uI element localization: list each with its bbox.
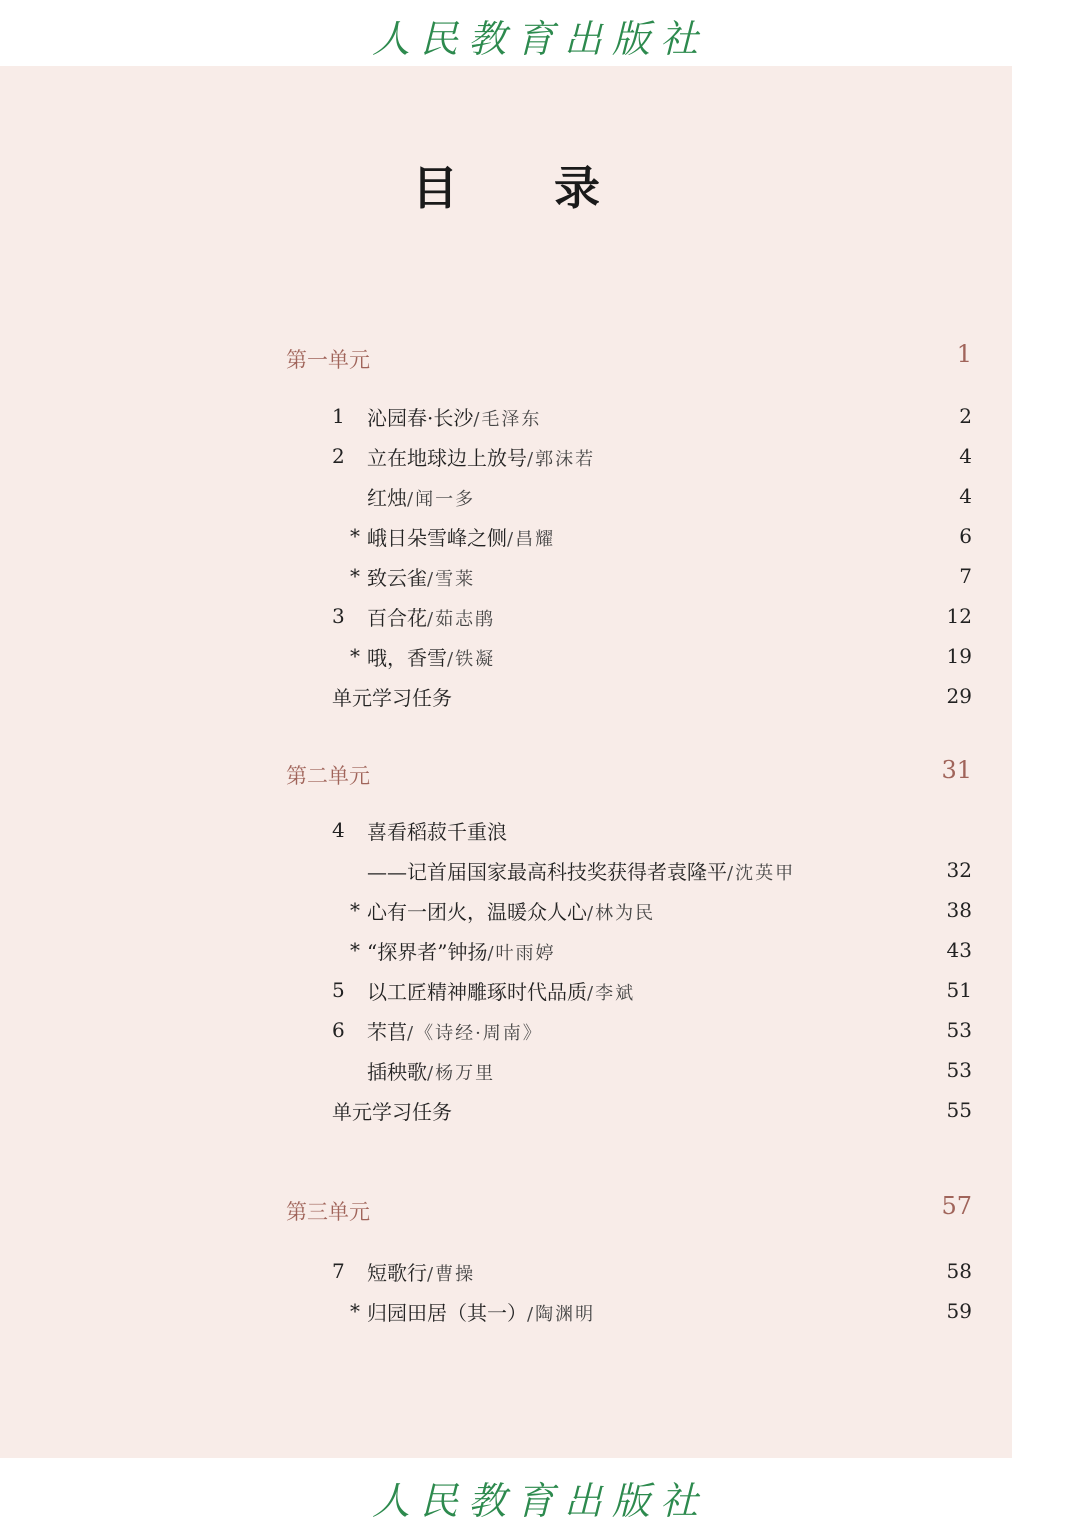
unit-label: 第一单元 <box>286 348 370 372</box>
toc-entry[interactable] <box>332 676 972 716</box>
entry-text <box>367 1297 595 1326</box>
page-title: 目 录 <box>411 161 640 215</box>
toc-entry[interactable] <box>332 596 972 636</box>
entry-title: ——记首届国家最高科技奖获得者袁隆平 <box>367 860 727 884</box>
entry-title: 短歌行 <box>367 1261 427 1285</box>
toc-entry[interactable] <box>332 1050 972 1090</box>
entry-title: 芣苢 <box>367 1020 407 1044</box>
publisher-logo-bottom: 人民教育出版社 <box>371 1479 708 1523</box>
self-study-mark: * <box>350 524 360 548</box>
unit-page-number: 1 <box>956 340 972 368</box>
unit-heading[interactable] <box>286 336 974 376</box>
entry-title: 单元学习任务 <box>332 686 452 710</box>
entry-author: /茹志鹃 <box>427 609 496 630</box>
toc-entry[interactable] <box>332 396 972 436</box>
entry-text <box>367 896 655 925</box>
entry-author: /昌耀 <box>507 529 556 550</box>
entry-page-number: 32 <box>946 858 972 882</box>
entry-title: 插秧歌 <box>367 1060 427 1084</box>
unit-label: 第三单元 <box>286 1200 370 1224</box>
entry-number: 2 <box>332 444 345 468</box>
entry-text <box>367 856 795 885</box>
entry-title: 立在地球边上放号 <box>367 446 527 470</box>
entry-title: 心有一团火，温暖众人心 <box>367 900 587 924</box>
entry-page-number: 59 <box>946 1299 972 1323</box>
entry-text <box>367 562 475 591</box>
entry-page-number: 29 <box>946 684 972 708</box>
entry-text <box>367 402 541 431</box>
entry-text <box>367 1016 543 1045</box>
entry-author: /雪莱 <box>427 569 476 590</box>
toc-entry[interactable] <box>332 516 972 556</box>
toc-entry[interactable] <box>332 930 972 970</box>
entry-author: /《诗经·周南》 <box>407 1023 543 1044</box>
entry-number: 1 <box>332 404 345 428</box>
toc-entry[interactable] <box>332 1090 972 1130</box>
unit-page-number: 57 <box>941 1192 972 1220</box>
toc-entry[interactable] <box>332 890 972 930</box>
entry-author: /铁凝 <box>447 649 496 670</box>
self-study-mark: * <box>350 898 360 922</box>
entry-author: /沈英甲 <box>727 863 796 884</box>
toc-entry[interactable] <box>332 556 972 596</box>
entry-text <box>367 522 555 551</box>
entry-title: 百合花 <box>367 606 427 630</box>
entry-title: 沁园春·长沙 <box>367 406 474 430</box>
entry-author: /陶渊明 <box>527 1304 596 1325</box>
entry-text <box>367 1056 495 1085</box>
entry-page-number: 7 <box>959 564 972 588</box>
entry-title: 以工匠精神雕琢时代品质 <box>367 980 587 1004</box>
toc-entry[interactable] <box>332 1010 972 1050</box>
entry-page-number: 4 <box>959 484 972 508</box>
unit-heading[interactable] <box>286 1188 974 1228</box>
entry-author: /叶雨婷 <box>487 943 556 964</box>
entry-title: 单元学习任务 <box>332 1100 452 1124</box>
unit-heading[interactable] <box>286 752 974 792</box>
toc-entry[interactable] <box>332 850 972 890</box>
entry-text <box>367 642 495 671</box>
toc-entry[interactable] <box>332 810 972 850</box>
entry-text <box>367 482 475 511</box>
self-study-mark: * <box>350 1299 360 1323</box>
entry-text <box>367 442 595 471</box>
entry-number: 7 <box>332 1259 345 1283</box>
entry-page-number: 43 <box>946 938 972 962</box>
toc-entry[interactable] <box>332 436 972 476</box>
self-study-mark: * <box>350 938 360 962</box>
entry-author: /曹操 <box>427 1264 476 1285</box>
entry-number: 5 <box>332 978 345 1002</box>
entry-title: 哦，香雪 <box>367 646 447 670</box>
entry-author: /李斌 <box>587 983 636 1004</box>
entry-title: 红烛 <box>367 486 407 510</box>
entry-title: 归园田居（其一） <box>367 1301 527 1325</box>
self-study-mark: * <box>350 564 360 588</box>
entry-author: /林为民 <box>587 903 656 924</box>
entry-text <box>367 1257 475 1286</box>
entry-author: /郭沫若 <box>527 449 596 470</box>
entry-page-number: 2 <box>959 404 972 428</box>
entry-page-number: 4 <box>959 444 972 468</box>
entry-text <box>367 976 635 1005</box>
entry-page-number: 12 <box>946 604 972 628</box>
entry-page-number: 38 <box>946 898 972 922</box>
entry-author: /杨万里 <box>427 1063 496 1084</box>
entry-page-number: 55 <box>946 1098 972 1122</box>
entry-text <box>332 682 452 711</box>
entry-author: /闻一多 <box>407 489 476 510</box>
toc-entry[interactable] <box>332 636 972 676</box>
unit-page-number: 31 <box>941 756 972 784</box>
toc-page <box>0 66 1012 1458</box>
entry-page-number: 53 <box>946 1018 972 1042</box>
entry-page-number: 6 <box>959 524 972 548</box>
entry-author: /毛泽东 <box>473 409 542 430</box>
entry-text <box>367 936 556 965</box>
entry-text <box>332 1096 452 1125</box>
entry-page-number: 19 <box>946 644 972 668</box>
entry-text <box>367 816 507 845</box>
entry-page-number: 53 <box>946 1058 972 1082</box>
entry-page-number: 51 <box>946 978 972 1002</box>
entry-title: 喜看稻菽千重浪 <box>367 820 507 844</box>
unit-label: 第二单元 <box>286 764 370 788</box>
entry-title: 峨日朵雪峰之侧 <box>367 526 507 550</box>
entry-title: “探界者”钟扬 <box>367 940 488 964</box>
entry-number: 6 <box>332 1018 345 1042</box>
entry-page-number: 58 <box>946 1259 972 1283</box>
toc-entry[interactable] <box>332 1291 972 1331</box>
entry-text <box>367 602 495 631</box>
entry-title: 致云雀 <box>367 566 427 590</box>
toc-entry[interactable] <box>332 476 972 516</box>
toc-entry[interactable] <box>332 970 972 1010</box>
entry-number: 4 <box>332 818 345 842</box>
self-study-mark: * <box>350 644 360 668</box>
publisher-logo-top: 人民教育出版社 <box>371 17 708 61</box>
toc-entry[interactable] <box>332 1251 972 1291</box>
entry-number: 3 <box>332 604 345 628</box>
